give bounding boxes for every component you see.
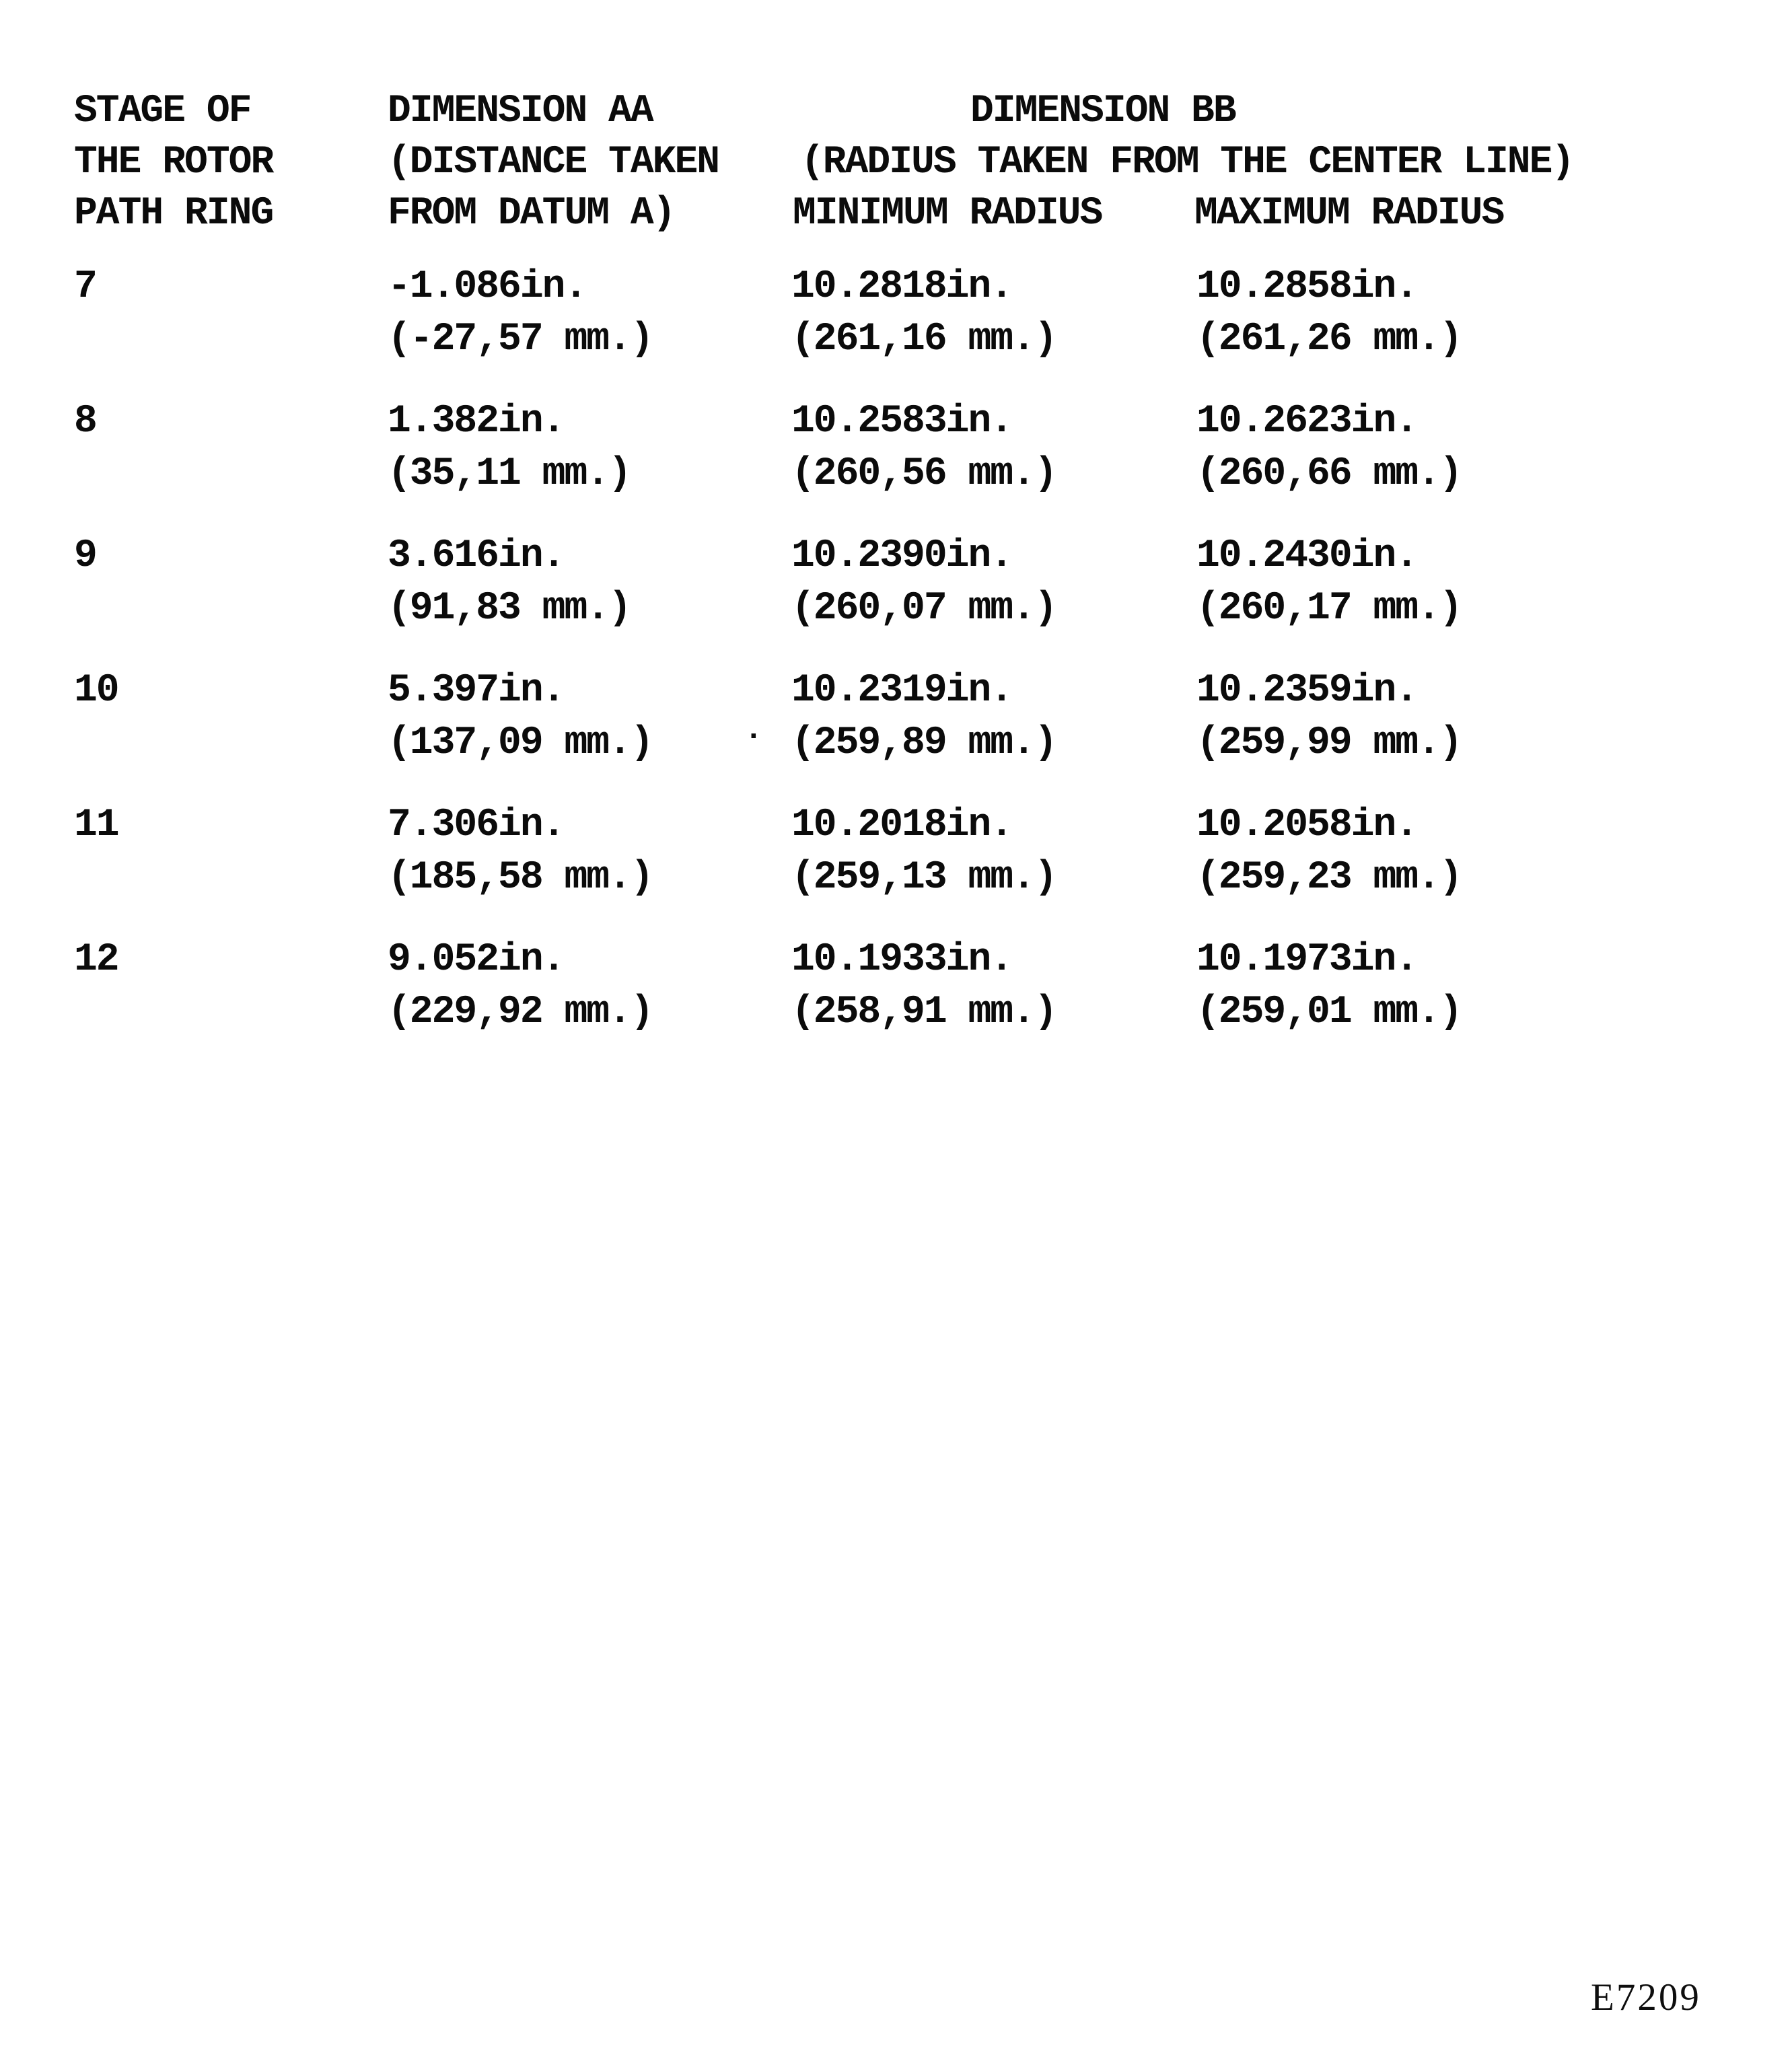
dimension-aa-cell [388,261,653,366]
max-inches: 10.2359in. [1196,669,1418,713]
max-millimeters: (261,26 mm.) [1196,318,1462,361]
maximum-radius-cell [1196,396,1462,501]
dimension-aa-cell [388,934,653,1039]
max-millimeters: (259,23 mm.) [1196,856,1462,900]
header-aa-line-2: (DISTANCE TAKEN [388,141,719,184]
minimum-radius-cell [791,934,1056,1039]
aa-inches: 5.397in. [388,669,565,713]
max-millimeters: (259,99 mm.) [1196,721,1462,765]
maximum-radius-cell [1196,934,1462,1039]
stage-number: 8 [74,400,96,443]
min-millimeters: (260,56 mm.) [791,452,1056,496]
min-millimeters: (260,07 mm.) [791,587,1056,630]
max-millimeters: (260,17 mm.) [1196,587,1462,630]
max-inches: 10.2858in. [1196,265,1418,309]
header-bb-title: DIMENSION BB [970,89,1235,133]
dimension-aa-cell [388,396,631,501]
stage-number: 10 [74,669,118,713]
aa-inches: -1.086in. [388,265,587,309]
min-inches: 10.2583in. [791,400,1013,443]
max-millimeters: (260,66 mm.) [1196,452,1462,496]
aa-inches: 1.382in. [388,400,565,443]
stage-number: 12 [74,938,118,982]
minimum-radius-cell [791,665,1056,770]
min-millimeters: (261,16 mm.) [791,318,1056,361]
maximum-radius-cell [1196,530,1462,635]
aa-inches: 9.052in. [388,938,565,982]
maximum-radius-cell [1196,261,1462,366]
stage-number: 9 [74,534,96,578]
header-dimension-bb-column [791,86,1573,240]
stage-number: 7 [74,265,96,309]
header-bb-minmax-row [791,188,1573,240]
header-bb-subtitle: (RADIUS TAKEN FROM THE CENTER LINE) [801,141,1574,184]
header-stage-line-1: STAGE OF [74,89,251,133]
min-inches: 10.2390in. [791,534,1013,578]
dimension-aa-cell [388,530,631,635]
header-maximum-radius: MAXIMUM RADIUS [1194,192,1504,236]
minimum-radius-cell [791,530,1056,635]
max-inches: 10.2623in. [1196,400,1418,443]
max-inches: 10.2430in. [1196,534,1418,578]
maximum-radius-cell [1196,799,1462,904]
max-millimeters: (259,01 mm.) [1196,990,1462,1034]
dimension-aa-cell [388,799,653,904]
figure-code: E7209 [1591,1976,1701,2019]
aa-inches: 7.306in. [388,803,565,847]
stray-ink-mark: . [744,713,763,748]
maximum-radius-cell [1196,665,1462,770]
header-stage-line-3: PATH RING [74,192,273,236]
minimum-radius-cell [791,396,1056,501]
dimension-aa-cell [388,665,653,770]
stage-number: 11 [74,803,118,847]
min-inches: 10.2818in. [791,265,1013,309]
min-millimeters: (259,13 mm.) [791,856,1056,900]
min-inches: 10.1933in. [791,938,1013,982]
aa-millimeters: (229,92 mm.) [388,990,653,1034]
header-dimension-aa-column [388,86,719,240]
max-inches: 10.2058in. [1196,803,1418,847]
header-aa-line-3: FROM DATUM A) [388,192,675,236]
max-inches: 10.1973in. [1196,938,1418,982]
aa-millimeters: (91,83 mm.) [388,587,631,630]
header-minimum-radius: MINIMUM RADIUS [793,192,1102,236]
min-inches: 10.2319in. [791,669,1013,713]
aa-millimeters: (137,09 mm.) [388,721,653,765]
aa-inches: 3.616in. [388,534,565,578]
header-aa-line-1: DIMENSION AA [388,89,653,133]
minimum-radius-cell [791,261,1056,366]
header-stage-column [74,86,273,240]
min-inches: 10.2018in. [791,803,1013,847]
aa-millimeters: (-27,57 mm.) [388,318,653,361]
aa-millimeters: (35,11 mm.) [388,452,631,496]
header-stage-line-2: THE ROTOR [74,141,273,184]
aa-millimeters: (185,58 mm.) [388,856,653,900]
min-millimeters: (258,91 mm.) [791,990,1056,1034]
min-millimeters: (259,89 mm.) [791,721,1056,765]
minimum-radius-cell [791,799,1056,904]
